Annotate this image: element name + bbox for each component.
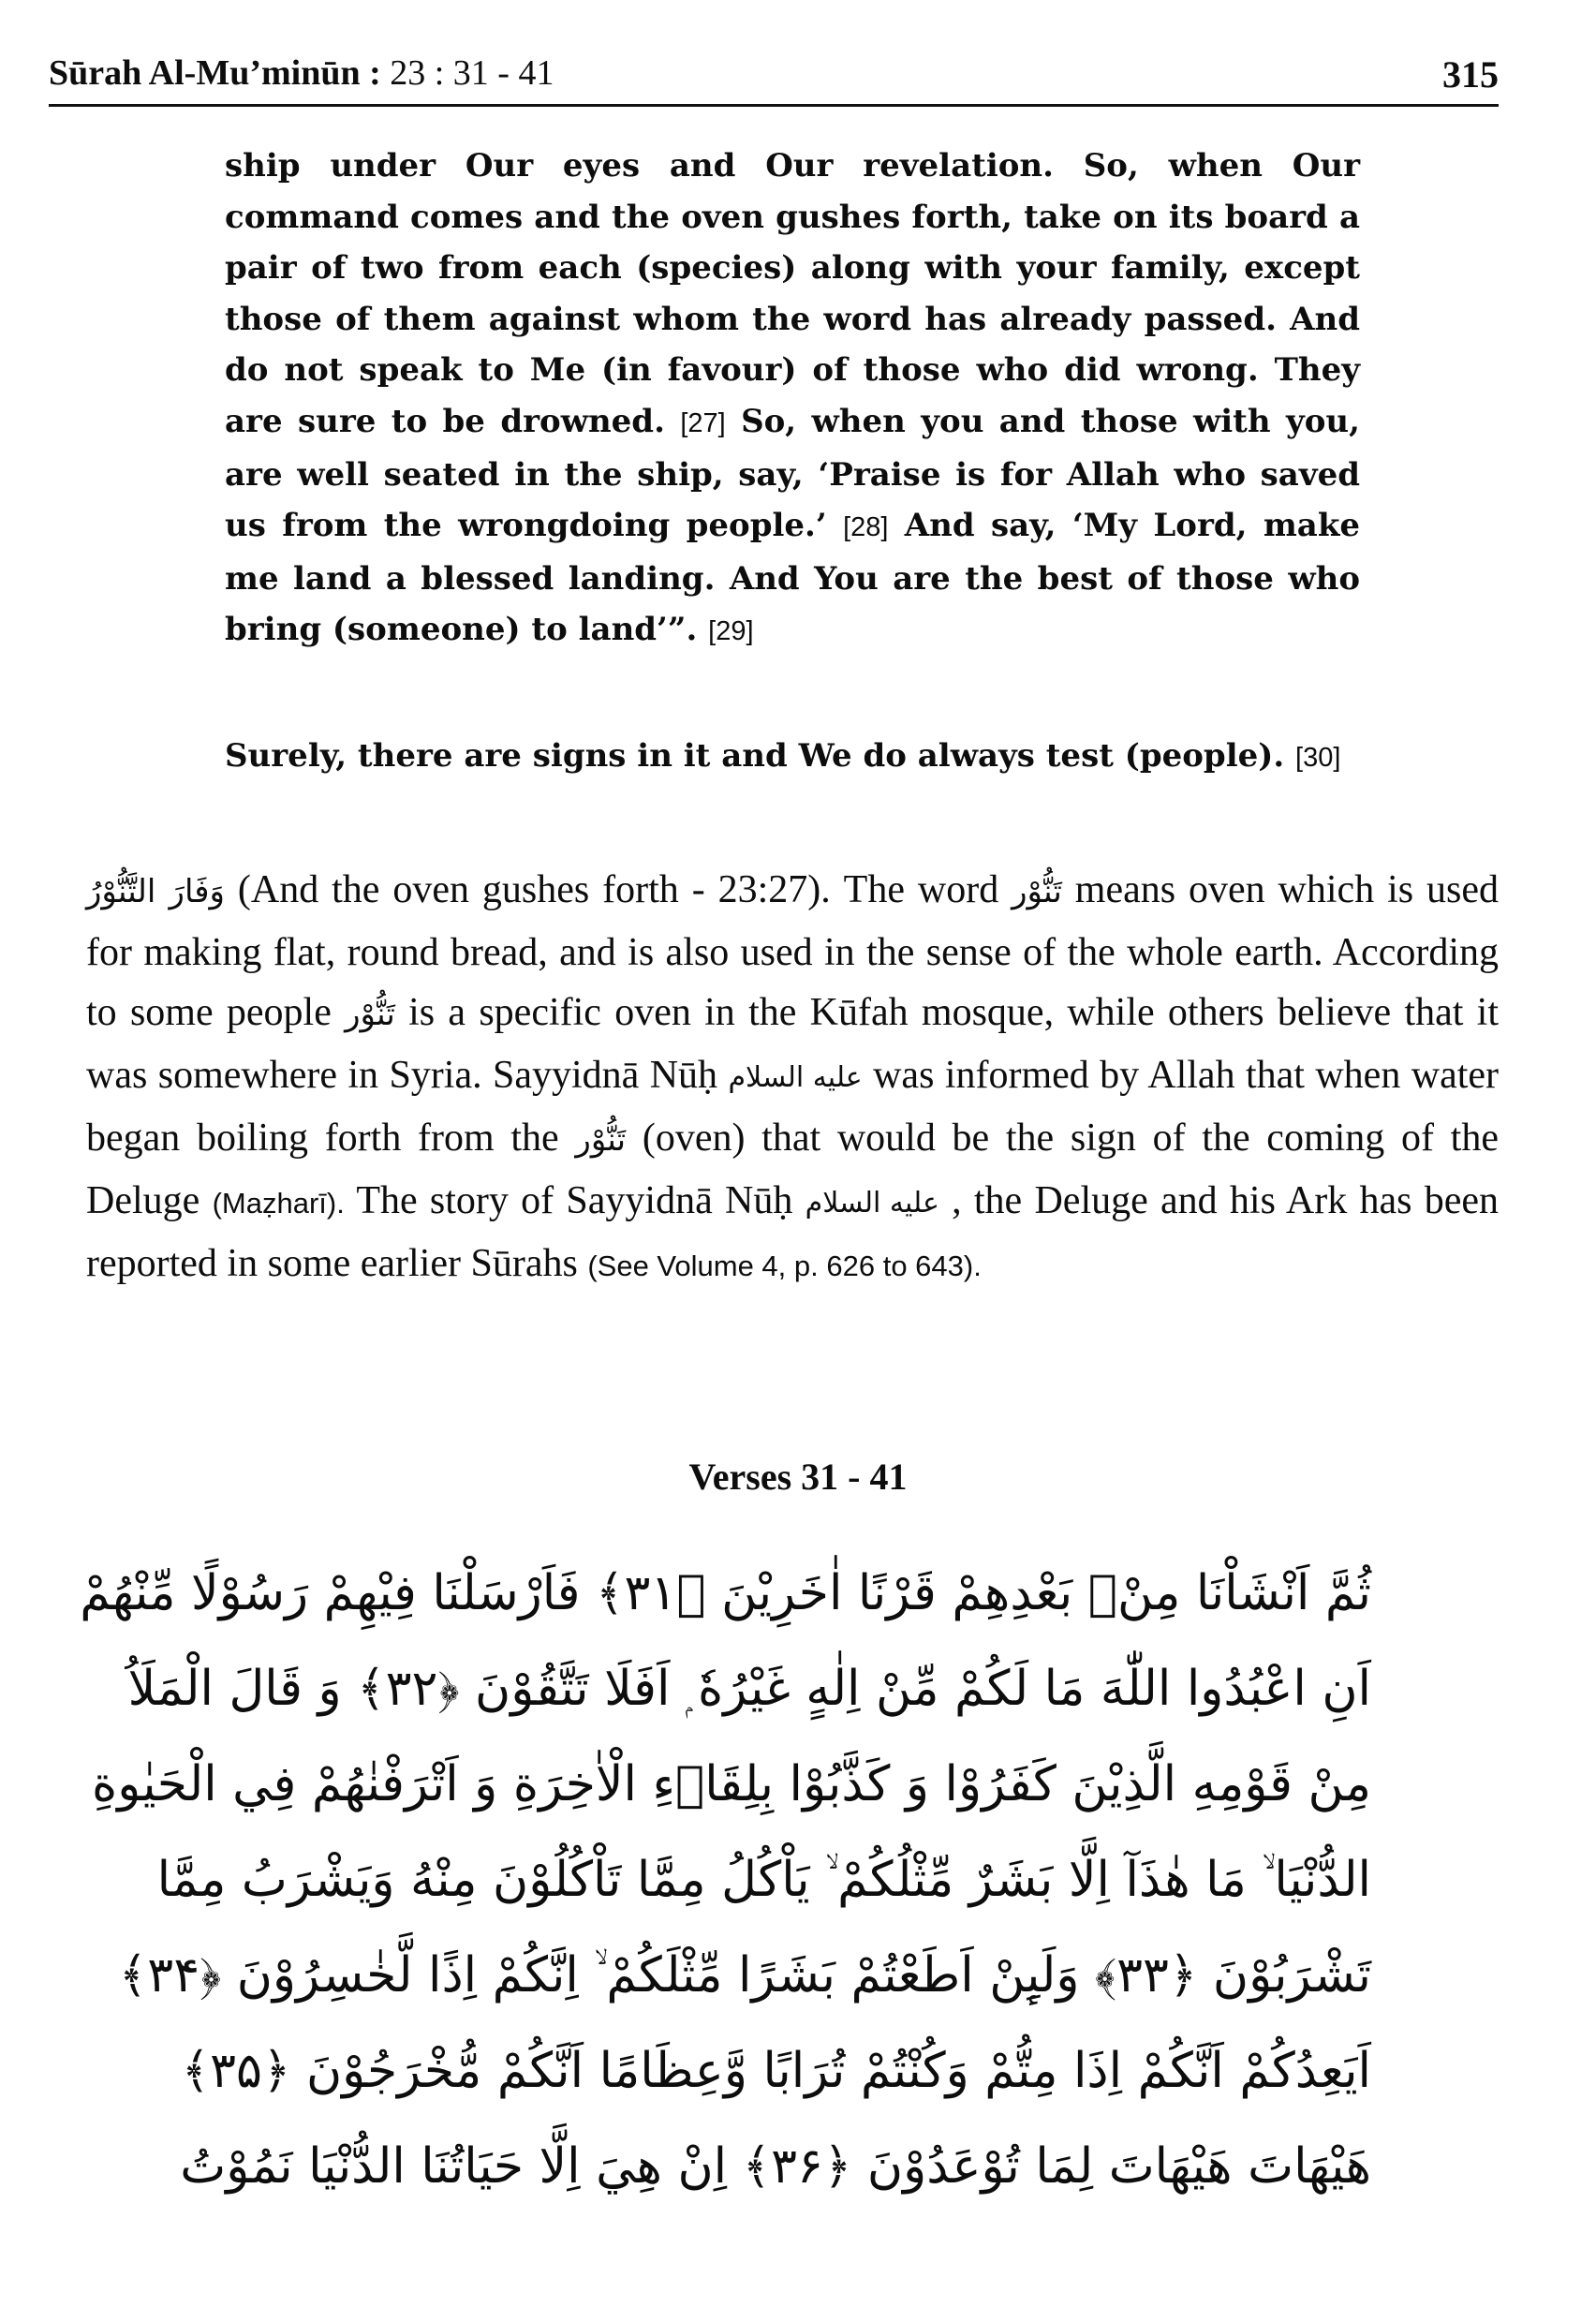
arabic-verse-line: الدُّنْيَا ۙ مَا هٰذَآ اِلَّا بَشَرٌ مِّثْلُكُمْ ۙ يَاْكُلُ مِمَّا تَاْكُلُوْنَ مِنْهُ وَيَشْرَبُ مِمَّا [156,1852,1371,1908]
verse-number: [27] [680,407,726,438]
verse-number: [30] [1295,743,1341,773]
running-header [49,52,1499,105]
commentary-text: The story of Sayyidnā Nūḥ [356,1178,793,1222]
header-divider [49,104,1499,107]
verse-number: [29] [708,616,754,647]
volume-reference: (See Volume 4, p. 626 to 643). [587,1250,982,1283]
source-reference: (Maẓharī). [212,1186,345,1220]
translation-text: So, when you and those with you, are well seated in the ship, say, ‘Praise is for Allah who saved us from the wrongdoing people.’ [225,402,1360,545]
surah-title [49,52,554,94]
honorific-glyph: عليه السلام [728,1060,863,1094]
translation-text: And say, ‘My Lord, make me land a blessed landing. And You are the best of those who bring (someone) to land’”. [225,507,1361,649]
arabic-verses [80,1545,1371,2214]
translation-text: ship under Our eyes and Our revelation. So, when Our command comes and the oven gushes forth, take on its board a pair of two from each (species) along with your family, except those of them against whom the word has already passed. And do not speak to Me (in favour) of those who did wrong. They are sure to be drowned. [225,147,1360,440]
translation-paragraph [225,731,1360,784]
arabic-verse-line: ثُمَّ اَنْشَاْنَا مِنْۢ بَعْدِهِمْ قَرْنًا اٰخَرِيْنَ ﴿۳۱﴾ فَاَرْسَلْنَا فِيْهِمْ رَسُوْلًا مِّنْهُمْ [80,1565,1371,1621]
honorific-glyph: عليه السلام [805,1186,939,1220]
arabic-term: وَفَارَ التَّنُّوْرُ [86,873,225,910]
arabic-verse-line: مِنْ قَوْمِهِ الَّذِيْنَ كَفَرُوْا وَ كَذَّبُوْا بِلِقَاۗءِ الْاٰخِرَةِ وَ اَتْرَفْنٰهُمْ فِي الْحَيٰوةِ [92,1756,1371,1812]
commentary-text: (And the oven gushes forth - 23:27). The word [237,868,999,911]
verse-number: [28] [843,512,889,543]
commentary-text: , the Deluge and his Ark has been reported in some earlier Sūrahs [86,1178,1500,1286]
translation-block-2 [225,731,1360,784]
commentary-text: means oven which is used for making flat, round bread, and is also used in the sense of the whole earth. According to some people [86,868,1500,1034]
verse-range: 23 : 31 - 41 [380,53,554,93]
translation-text: Surely, there are signs in it and We do always test (people). [225,737,1285,775]
translation-block-1 [225,140,1360,658]
surah-name: Sūrah Al-Mu’minūn : [49,53,381,93]
commentary-text: was informed by Allah that when water began boiling forth from the [86,1053,1500,1161]
commentary-text: is a specific oven in the Kūfah mosque, while others believe that it was somewhere in Syria. Sayyidnā Nūḥ [86,991,1499,1097]
arabic-term: تَنُّوْر [345,996,395,1033]
commentary-paragraph [86,860,1499,1297]
arabic-term: تَنُّوْر [1012,873,1062,910]
commentary-text: (oven) that would be the sign of the coming of the Deluge [86,1117,1499,1222]
arabic-verse-line: تَشْرَبُوْنَ ﴿۳۳﴾ وَلَىِٕنْ اَطَعْتُمْ بَشَرًا مِّثْلَكُمْ ۙ اِنَّكُمْ اِذًا لَّخٰسِرُوْنَ ﴿۳۴﴾ [118,1947,1371,2004]
arabic-term: تَنُّوْر [575,1121,627,1160]
commentary [86,860,1499,1297]
arabic-verse-line: هَيْهَاتَ هَيْهَاتَ لِمَا تُوْعَدُوْنَ ﴿۳۶﴾ اِنْ هِيَ اِلَّا حَيَاتُنَا الدُّنْيَا نَمُوْتُ [180,2138,1371,2195]
translation-paragraph [225,140,1360,658]
arabic-verse-line: اَنِ اعْبُدُوا اللّٰهَ مَا لَكُمْ مِّنْ اِلٰهٍ غَيْرُهٗ ۭ اَفَلَا تَتَّقُوْنَ ﴿۳۲﴾ وَ قَالَ الْمَلَاُ [127,1661,1371,1717]
arabic-verse-line: اَيَعِدُكُمْ اَنَّكُمْ اِذَا مِتُّمْ وَكُنْتُمْ تُرَابًا وَّعِظَامًا اَنَّكُمْ مُّخْرَجُوْنَ ﴿۳۵﴾ [181,2043,1371,2099]
verses-heading: Verses 31 - 41 [688,1456,908,1498]
page-number: 315 [1442,53,1499,96]
